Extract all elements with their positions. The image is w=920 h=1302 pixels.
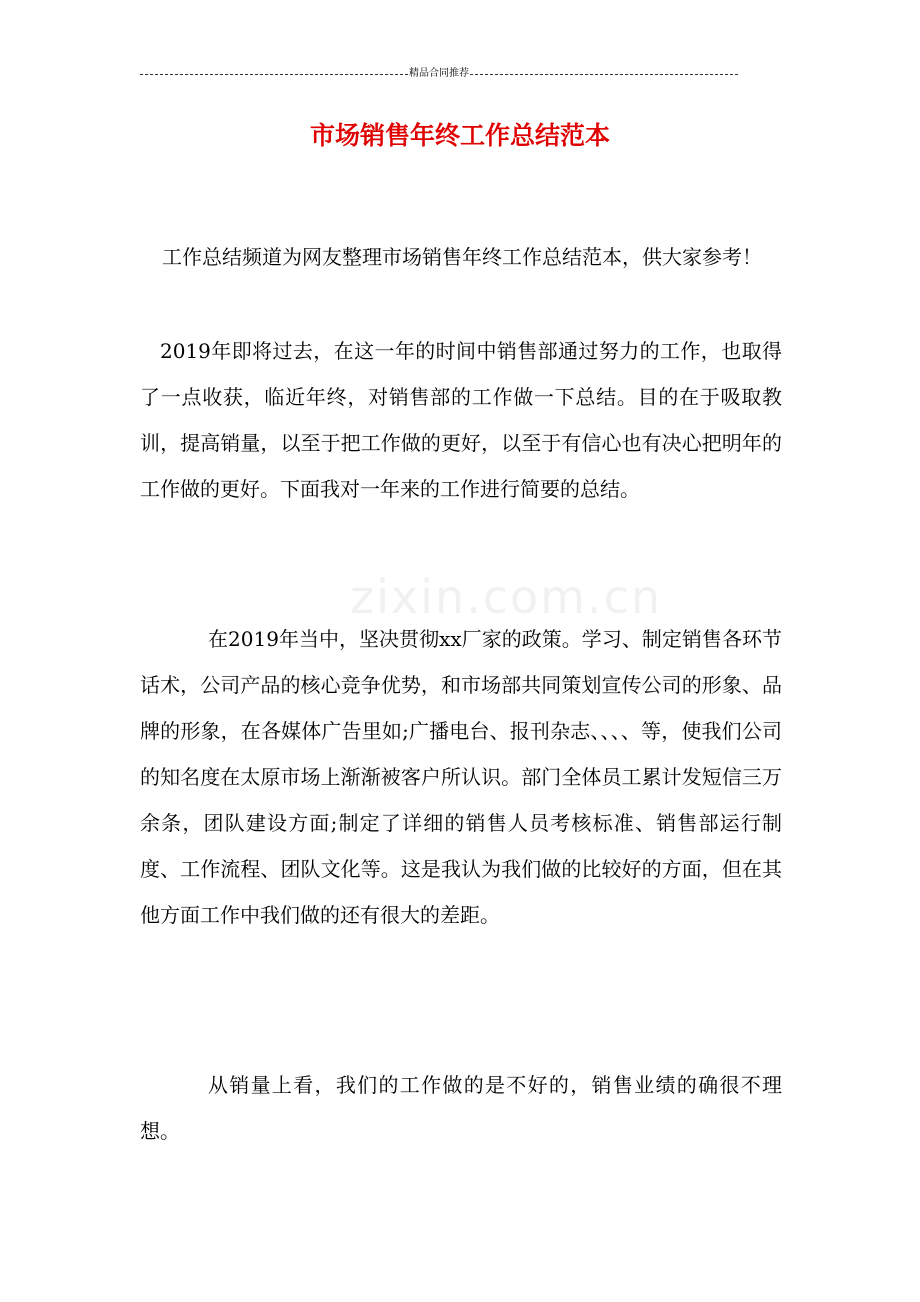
page-header-rule	[140, 66, 738, 82]
document-title: 市场销售年终工作总结范本	[309, 121, 610, 150]
header-label: 精品合同推荐	[409, 68, 469, 79]
watermark: zixin.com.cn	[350, 570, 663, 624]
paragraph-sales: 从销量上看，我们的工作做的是不好的，销售业绩的确很不理想。	[140, 1073, 782, 1143]
header-dashes-right	[470, 74, 738, 75]
paragraph-intro: 工作总结频道为网友整理市场销售年终工作总结范本，供大家参考！	[162, 245, 762, 269]
paragraph-achievements: 在2019年当中，坚决贯彻xx厂家的政策。学习、制定销售各环节话术，公司产品的核心竞争优势，和市场部共同策划宣传公司的形象、品牌的形象，在各媒体广告里如;广播电台、报刊杂志、、、、等，使我们公司的知名度在太原市场上渐渐被客户所认识。部门全体员工累计发短信三万余条，团队建设方面;制定了详细的销售人员考核标准、销售部运行制度、工作流程、团队文化等。这是我认为我们做的比较好的方面，但在其他方面工作中我们做的还有很大的差距。	[140, 627, 782, 927]
paragraph-overview: 2019年即将过去，在这一年的时间中销售部通过努力的工作，也取得了一点收获，临近年终，对销售部的工作做一下总结。目的在于吸取教训，提高销量，以至于把工作做的更好，以至于有信心也有决心把明年的工作做的更好。下面我对一年来的工作进行简要的总结。	[140, 339, 782, 501]
header-dashes-left	[140, 74, 408, 75]
